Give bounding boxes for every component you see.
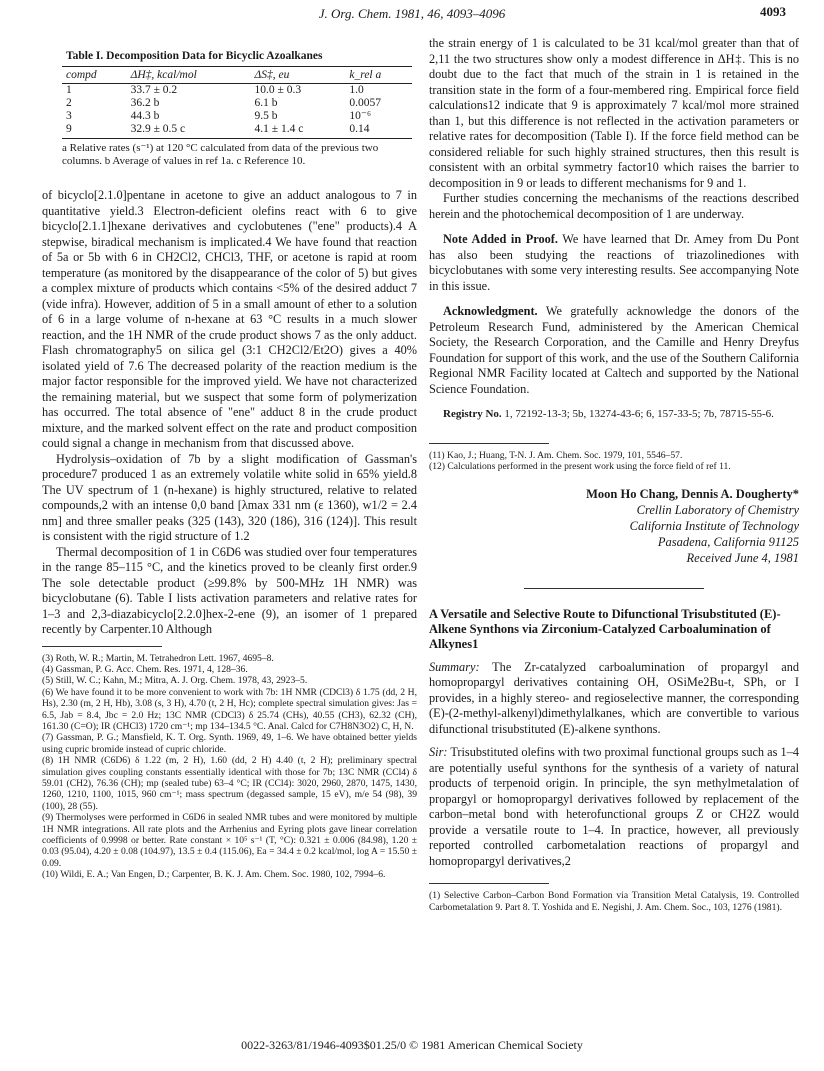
col-header: compd	[62, 67, 127, 84]
summary: Summary: The Zr-catalyzed carboalumination of propargyl and homopropargyl derivatives containing OH, OSiMe2Bu-t, SPh, or I provides, in a highly stereo- and regioselective manner, the corresponding (E)-(2-methyl-alkenyl)dimethylalkanes, which are convertible to various difunctional trisubstituted (E)-alkene synthons.	[429, 659, 799, 736]
left-column	[42, 36, 417, 881]
footnote: (3) Roth, W. R.; Martin, M. Tetrahedron Lett. 1967, 4695–8.	[42, 652, 274, 664]
table-row: 2 36.2 b 6.1 b 0.0057	[66, 97, 382, 109]
table-notes: a Relative rates (s⁻¹) at 120 °C calculated from data of the previous two columns. b Average of values in ref 1a. c Reference 10.	[62, 142, 379, 167]
body-paragraph: Thermal decomposition of 1 in C6D6 was studied over four temperatures in the range 85–115 °C, and the kinetics proved to be cleanly first order.9 The sole detectable product (≥99.8% by 500-MHz 1H NMR) was bicyclobutane (6). Table I lists activation parameters and relative rates for 1–3 and 2,3-diazabicyclo[2.2.0]hex-2-ene (9), an isomer of 1 prepared recently by Carpenter.10 Although	[42, 544, 417, 636]
page-footer: 0022-3263/81/1946-4093$01.25/0 © 1981 American Chemical Society	[241, 1038, 583, 1052]
right-column	[429, 36, 799, 913]
footnote-rule	[429, 443, 549, 444]
body-paragraph: the strain energy of 1 is calculated to be 31 kcal/mol greater than that of 2,11 the two structures show only a modest difference in ΔH‡. This is no doubt due to the fact that much of the strain in 1 is retained in the transition state in the form of a four-membered ring. Empirical force field calculations12 indicate that 9 is approximately 7 kcal/mol more strained than 1, but this difference is not reflected in the activation parameters or relative rates for decomposition (Table I). If the force field method can be considered reliable for such highly strained structures, then this result is consistent with an orbital symmetry factor10 which raises the barrier to decomposition in 9 or leads to different mechanisms for 9 and 1.	[429, 36, 799, 190]
acknowledgment: Acknowledgment. We gratefully acknowledge the donors of the Petroleum Research Fund, administered by the American Chemical Society, the Research Corporation, and the Camille and Henry Dreyfus Foundation for support of this work, and the use of the Southern California Regional NMR Facility located at Caltech and supported by the National Science Foundation.	[429, 304, 799, 396]
table-caption: Table I. Decomposition Data for Bicyclic Azoalkanes	[66, 50, 323, 62]
sir-paragraph: Sir: Trisubstituted olefins with two proximal functional groups such as 1–4 are potentially useful synthons for the synthesis of a variety of natural products of terpenoid origin. In principle, the syn methylmetalation of propargyl or homopropargyl derivatives followed by replacement of the carbon–metal bond with heterofunctional groups Z or CH2Z would provide a versatile route to 1–4. In practice, however, all previously reported controlled carbometalation reactions of propargyl and homopropargyl derivatives,2	[429, 745, 799, 868]
col-header: ΔS‡, eu	[251, 67, 346, 84]
authors: Moon Ho Chang, Dennis A. Dougherty*	[586, 486, 799, 501]
footnote: (9) Thermolyses were performed in C6D6 in sealed NMR tubes and were monitored by multiple 1H NMR integrations. All rate plots and the Arrhenius and Eyring plots gave linear correlation coefficients of 0.9998 or better. Rate constant × 10⁵ s⁻¹ (T, °C): 0.321 ± 0.006 (84.98), 1.20 ± 0.03 (95.04), 4.20 ± 0.08 (104.97), 13.5 ± 0.4 (115.06), Ea = 34.4 ± 0.2 kcal/mol, log A = 15.50 ± 0.09.	[42, 812, 417, 869]
col-header: k_rel a	[345, 67, 412, 84]
body-paragraph: Further studies concerning the mechanisms of the reactions described herein and the photochemical decomposition of 1 are underway.	[429, 191, 799, 221]
footnote: (7) Gassman, P. G.; Mansfield, K. T. Org. Synth. 1969, 49, 1–6. We have obtained better yields using cupric bromide instead of cupric chloride.	[42, 732, 417, 755]
footnotes	[42, 653, 417, 881]
registry-numbers: Registry No. 1, 72192-13-3; 5b, 13274-43-6; 6, 157-33-5; 7b, 78715-55-6.	[443, 408, 774, 420]
body-paragraph: Hydrolysis–oxidation of 7b by a slight modification of Gassman's procedure7 produced 1 as an extremely volatile white solid in 65% yield.8 The UV spectrum of 1 (n-hexane) is highly structured, relative to related compounds,2 with an intense 0,0 band [λmax 331 nm (ε 1360), w1/2 = 2.4 nm] and three smaller peaks (325 (143), 320 (186), 316 (124)]. This result is consistent with the rigid structure of 1.2	[42, 451, 417, 543]
body-paragraph: of bicyclo[2.1.0]pentane in acetone to give an adduct analogous to 7 in quantitative yield.3 Electron-deficient olefins react with 6 to give bicyclo[2.1.1]hexane derivatives and cyclobutenes ("ene" products).4 A stepwise, biradical mechanism is implicated.4 We have found that reaction of 5a or 5b with 6 in CH2Cl2, CHCl3, THF, or acetone is rapid at room temperature (as monitored by the disappearance of the color of 5) but gives a complex mixture of products which contains <5% of the desired adduct 7 (vide infra). However, addition of 5 in a small amount of ether to a solution of 6 in a large volume of n-hexane at 63 °C results in a much slower reaction, and the 1H NMR of the crude product shows 7 as the only adduct. Flash chromatography5 on silica gel (3:1 CH2Cl2/Et2O) gives a 40% isolated yield of 7.6 The decreased polarity of the reaction medium is the major factor responsible for the improved yield. We have not characterized the remaining material, but we suspect that some form of polymerization has occurred. The total absence of "ene" adduct 8 in the crude product mixture, and the marked solvent effect on the rate and product composition could signal a change in mechanism from that discussed above.	[42, 188, 417, 450]
footnote: (6) We have found it to be more convenient to work with 7b: 1H NMR (CDCl3) δ 1.75 (dd, 2 H, Hs), 2.30 (m, 2 H, Hb), 3.08 (s, 3 H), 4.70 (t, 2 H, Hc); complete spectral simulation gives: Jas = 6.5, Jab = 8.4, Jbc = 2.0 Hz; 13C NMR (CDCl3) δ 25.74 (CHs), 40.55 (CH3), 62.32 (CH), 161.30 (C=O); IR (CHCl3) 1720 cm⁻¹; mp 134–134.5 °C. Anal. Calcd for C7H8N3O2) C, H, N.	[42, 686, 417, 732]
note-added-in-proof: Note Added in Proof. We have learned that Dr. Amey from Du Pont has also been studying the reactions of triazolinediones with bicyclobutanes with some very interesting results. See accompanying Note in this issue.	[429, 232, 800, 293]
col-header: ΔH‡, kcal/mol	[127, 67, 251, 84]
running-header	[0, 4, 824, 24]
footnote: (5) Still, W. C.; Kahn, M.; Mitra, A. J. Org. Chem. 1978, 43, 2923–5.	[42, 675, 308, 687]
article-divider	[524, 588, 704, 589]
table-row: 3 44.3 b 9.5 b 10⁻⁶	[66, 110, 372, 122]
footnote-rule	[429, 883, 549, 884]
article-title: A Versatile and Selective Route to Difunctional Trisubstituted (E)-Alkene Synthons via Zirconium-Catalyzed Carboalumination of Alkynes1	[429, 606, 781, 651]
decomposition-table	[62, 66, 412, 139]
footnote: (1) Selective Carbon–Carbon Bond Formation via Transition Metal Catalysis, 19. Controlled Carbometalation 9. Part 8. T. Yoshida and E. Negishi, J. Am. Chem. Soc., 103, 1276 (1981).	[429, 890, 799, 913]
footnote-rule	[42, 646, 162, 647]
footnote: (11) Kao, J.; Huang, T-N. J. Am. Chem. Soc. 1979, 101, 5546–57.	[429, 450, 683, 461]
footnote: (10) Wildi, E. A.; Van Engen, D.; Carpenter, B. K. J. Am. Chem. Soc. 1980, 102, 7994–6.	[42, 869, 386, 881]
affiliation: Crellin Laboratory of Chemistry California Institute of Technology Pasadena, California 91125 Received June 4, 1981	[629, 502, 799, 565]
footnote: (8) 1H NMR (C6D6) δ 1.22 (m, 2 H), 1.60 (dd, 2 H) 4.40 (t, 2 H); preliminary spectral simulation gives coupling constants essentially identical with those for 7b; 13C NMR (CCl4) δ 59.01 (CH2), 76.36 (CH); mp (sealed tube) 63–4 °C; IR (CCl4): 3020, 2960, 2870, 1475, 1430, 1260, 1210, 1100, 1015, 960 cm⁻¹; mass spectrum (degassed sample, 15 eV), m/e 54 (98), 39 (100), 28 (55).	[42, 755, 417, 812]
footnote: (12) Calculations performed in the present work using the force field of ref 11.	[429, 461, 731, 473]
table-row: 9 32.9 ± 0.5 c 4.1 ± 1.4 c 0.14	[62, 123, 412, 139]
page-number: 4093	[760, 4, 786, 19]
journal-citation: J. Org. Chem. 1981, 46, 4093–4096	[318, 6, 506, 21]
footnote: (4) Gassman, P. G. Acc. Chem. Res. 1971, 4, 128–36.	[42, 663, 248, 675]
table-row: 1 33.7 ± 0.2 10.0 ± 0.3 1.0	[66, 84, 364, 96]
